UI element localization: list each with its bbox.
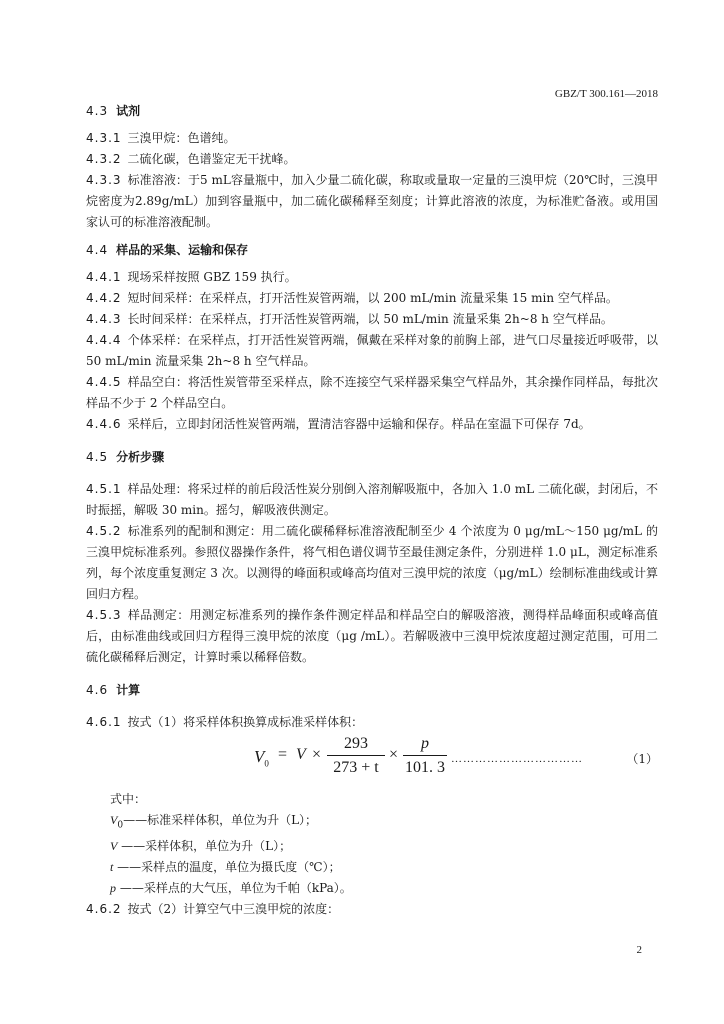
section-number: 4.3 [86, 104, 109, 118]
section-title: 样品的采集、运输和保存 [116, 243, 249, 257]
clause-4-5-2 [86, 521, 658, 605]
formula-times-2: × [389, 746, 399, 763]
variable-symbol: t [110, 860, 114, 875]
variable-definition [110, 810, 658, 836]
clause-4-4-6 [86, 414, 658, 435]
formula-volume: V [296, 746, 306, 763]
clause-number: 4.6.1 [86, 715, 122, 729]
where-label: 式中： [110, 792, 147, 806]
variable-description: ——标准采样体积，单位为升（L）； [123, 813, 318, 827]
clause-4-3-1 [86, 128, 658, 149]
section-heading-4-4 [86, 240, 658, 260]
variable-symbol: V [110, 839, 118, 854]
clause-text: 标准溶液：于5 mL容量瓶中，加入少量二硫化碳，称取或量取一定量的三溴甲烷（20℃时，三溴甲烷密度为2.89g/mL）加到容量瓶中，加二硫化碳稀释至刻度；计算此溶液的浓度，为标准贮备液。或用国家认可的标准溶液配制。 [86, 173, 658, 229]
clause-number: 4.3.1 [86, 131, 122, 145]
clause-text: 按式（1）将采样体积换算成标准采样体积： [127, 715, 364, 729]
variable-definition [110, 857, 658, 878]
formula-fraction-pressure [403, 735, 447, 777]
formula-fraction-temperature [327, 735, 385, 777]
clause-4-3-3 [86, 170, 658, 233]
clause-number: 4.6.2 [86, 902, 122, 917]
formula-times-1: × [312, 746, 322, 763]
clause-number: 4.4.3 [86, 312, 122, 326]
clause-number: 4.5.3 [86, 608, 122, 622]
formula-1 [86, 735, 658, 787]
clause-4-5-3 [86, 605, 658, 668]
clause-text: 现场采样按照 GBZ 159 执行。 [127, 270, 297, 284]
clause-text: 标准系列的配制和测定：用二硫化碳稀释标准溶液配制至少 4 个浓度为 0 μg/mL～150 μg/mL 的三溴甲烷标准系列。参照仪器操作条件，将气相色谱仪调节至最佳测定条件，分别进样 1.0 μL，测定标准系列，每个浓度重复测定 3 次。以测得的峰面积或峰高均值对三溴甲烷的浓度（μg/mL）绘制标准曲线或计算回归方程。 [86, 524, 658, 601]
clause-4-4-1 [86, 267, 658, 288]
variable-definition [110, 836, 658, 857]
variable-subscript: 0 [117, 820, 124, 831]
variable-symbol: p [110, 881, 116, 896]
page-number: 2 [636, 944, 642, 956]
variable-definition [110, 878, 658, 899]
clause-4-4-2 [86, 288, 658, 309]
fraction-denominator: 101. 3 [403, 755, 447, 777]
formula-number: （1） [626, 752, 658, 766]
clause-text: 长时间采样：在采样点，打开活性炭管两端，以 50 mL/min 流量采集 2h~8 h 空气样品。 [127, 312, 613, 326]
formula-lhs-symbol: V [254, 747, 265, 766]
clause-text: 样品处理：将采过样的前后段活性炭分别倒入溶剂解吸瓶中，各加入 1.0 mL 二硫化碳，封闭后，不时振摇，解吸 30 min。摇匀，解吸液供测定。 [86, 482, 658, 517]
clause-number: 4.4.4 [86, 333, 122, 347]
variable-description: ——采样点的大气压，单位为千帕（kPa）。 [116, 881, 352, 896]
clause-number: 4.4.2 [86, 291, 122, 305]
clause-4-4-5 [86, 372, 658, 414]
formula-lhs [254, 747, 269, 768]
clause-number: 4.4.6 [86, 417, 122, 431]
formula-leader-dots: …………………………… [451, 753, 583, 765]
section-heading-4-6 [86, 680, 658, 700]
clause-4-4-3 [86, 309, 658, 330]
formula-lhs-subscript: 0 [264, 758, 269, 769]
clause-text: 样品空白：将活性炭管带至采样点，除不连接空气采样器采集空气样品外，其余操作同样品，每批次样品不少于 2 个样品空白。 [86, 375, 658, 410]
section-heading-4-5 [86, 447, 658, 467]
document-code: GBZ/T 300.161—2018 [554, 88, 658, 100]
variable-description: ——采样体积，单位为升（L）； [117, 839, 292, 854]
clause-4-3-2 [86, 149, 658, 170]
fraction-numerator: p [421, 735, 429, 752]
section-title: 分析步骤 [116, 450, 165, 464]
section-number: 4.5 [86, 450, 109, 464]
section-number: 4.4 [86, 243, 109, 257]
clause-number: 4.4.5 [86, 375, 122, 389]
fraction-numerator: 293 [344, 735, 368, 752]
variable-symbol: V [110, 813, 118, 827]
clause-4-4-4 [86, 330, 658, 372]
clause-text: 短时间采样：在采样点，打开活性炭管两端，以 200 mL/min 流量采集 15 min 空气样品。 [127, 291, 618, 305]
clause-text: 三溴甲烷：色谱纯。 [127, 131, 236, 145]
clause-text: 二硫化碳，色谱鉴定无干扰峰。 [127, 152, 296, 166]
document-body [86, 101, 658, 920]
clause-text: 按式（2）计算空气中三溴甲烷的浓度： [127, 902, 340, 917]
clause-number: 4.5.2 [86, 524, 122, 538]
section-heading-4-3 [86, 101, 658, 121]
clause-4-6-2 [86, 899, 658, 920]
clause-text: 个体采样：在采样点，打开活性炭管两端，佩戴在采样对象的前胸上部，进气口尽量接近呼吸带，以 50 mL/min 流量采集 2h~8 h 空气样品。 [86, 333, 658, 368]
clause-number: 4.3.3 [86, 173, 122, 187]
clause-number: 4.3.2 [86, 152, 122, 166]
clause-number: 4.4.1 [86, 270, 122, 284]
section-number: 4.6 [86, 683, 109, 697]
formula-equals: = [278, 746, 288, 763]
fraction-denominator: 273 + t [327, 755, 385, 777]
clause-4-5-1 [86, 479, 658, 521]
section-title: 计算 [116, 683, 141, 697]
section-title: 试剂 [116, 104, 141, 118]
clause-4-6-1 [86, 712, 658, 733]
variable-description: ——采样点的温度，单位为摄氏度（℃）； [113, 860, 341, 875]
clause-number: 4.5.1 [86, 482, 122, 496]
clause-text: 样品测定：用测定标准系列的操作条件测定样品和样品空白的解吸溶液，测得样品峰面积或峰高值后，由标准曲线或回归方程得三溴甲烷的浓度（μg /mL）。若解吸液中三溴甲烷浓度超过测定范围，可用二硫化碳稀释后测定，计算时乘以稀释倍数。 [86, 608, 658, 664]
clause-text: 采样后，立即封闭活性炭管两端，置清洁容器中运输和保存。样品在室温下可保存 7d。 [127, 417, 591, 431]
